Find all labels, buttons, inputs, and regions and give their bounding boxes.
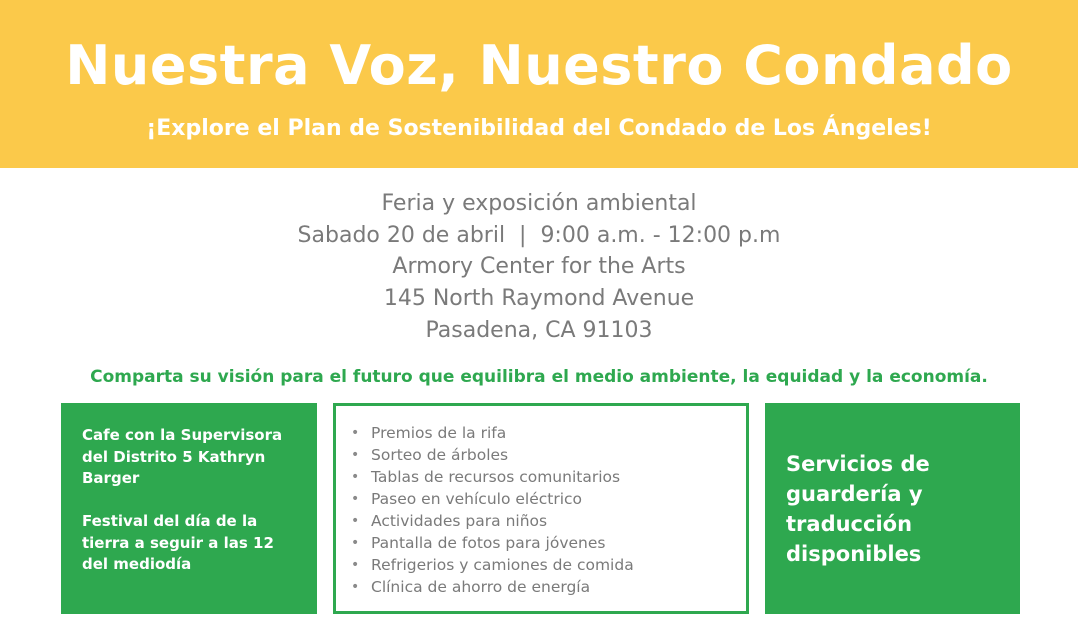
list-item	[346, 422, 736, 444]
bullet-icon: •	[351, 491, 360, 507]
page-subtitle: ¡Explore el Plan de Sostenibilidad del Condado de Los Ángeles!	[146, 116, 932, 141]
event-details	[0, 188, 1078, 347]
list-item-label: Sorteo de árboles	[371, 446, 509, 464]
activities-list	[346, 422, 736, 598]
list-item	[346, 532, 736, 554]
event-venue: Armory Center for the Arts	[392, 254, 686, 280]
list-item-label: Refrigerios y camiones de comida	[371, 556, 634, 574]
list-item	[346, 554, 736, 576]
services-box	[765, 403, 1020, 614]
bullet-icon: •	[351, 557, 360, 573]
coffee-with-supervisor-text: Cafe con la Supervisora del Distrito 5 Kathryn Barger	[82, 426, 283, 487]
list-item-label: Clínica de ahorro de energía	[371, 578, 591, 596]
bullet-icon: •	[351, 579, 360, 595]
activities-box	[333, 403, 749, 614]
bullet-icon: •	[351, 425, 360, 441]
event-city: Pasadena, CA 91103	[425, 317, 653, 343]
list-item	[346, 444, 736, 466]
bullet-icon: •	[351, 447, 360, 463]
list-item-label: Paseo en vehículo eléctrico	[371, 490, 583, 508]
list-item-label: Premios de la rifa	[371, 424, 507, 442]
event-name: Feria y exposición ambiental	[381, 191, 697, 216]
bullet-icon: •	[351, 469, 360, 485]
list-item-label: Tablas de recursos comunitarios	[371, 468, 621, 486]
event-date-time: Sabado 20 de abril | 9:00 a.m. - 12:00 p.m	[297, 222, 781, 248]
bullet-icon: •	[351, 513, 360, 529]
earth-day-festival-text: Festival del día de la tierra a seguir a las 12 del mediodía	[82, 512, 274, 573]
list-item	[346, 466, 736, 488]
left-info-box	[61, 403, 317, 614]
event-address: 145 North Raymond Avenue	[383, 286, 695, 312]
list-item	[346, 488, 736, 510]
tagline: Comparta su visión para el futuro que equilibra el medio ambiente, la equidad y la economía.	[90, 367, 988, 387]
header-banner	[0, 0, 1078, 168]
list-item	[346, 576, 736, 598]
list-item-label: Actividades para niños	[371, 512, 548, 530]
list-item	[346, 510, 736, 532]
services-text: Servicios de guardería y traducción disponibles	[786, 452, 930, 566]
page-title: Nuestra Voz, Nuestro Condado	[65, 34, 1013, 97]
list-item-label: Pantalla de fotos para jóvenes	[371, 534, 606, 552]
bullet-icon: •	[351, 535, 360, 551]
